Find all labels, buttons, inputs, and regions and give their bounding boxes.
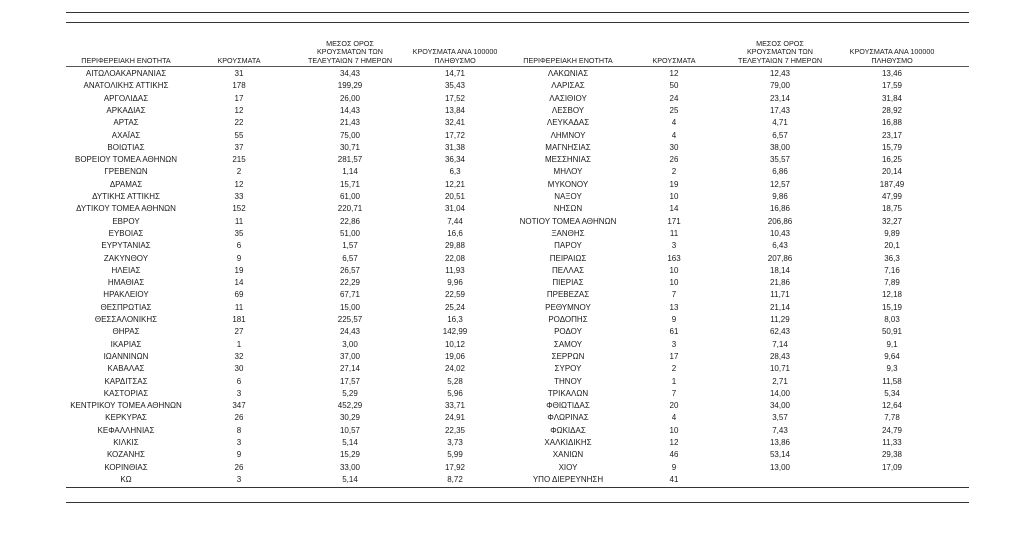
cell-avg7: 18,14 <box>769 265 791 275</box>
cell-cases: 17 <box>669 351 679 361</box>
cell-per100k: 22,08 <box>444 253 466 263</box>
cell-per100k: 12,21 <box>444 179 466 189</box>
cell-avg7: 24,43 <box>339 327 361 337</box>
header-per100k-line1: ΚΡΟΥΣΜΑΤΑ ΑΝΑ 100000 <box>412 47 498 57</box>
cell-cases: 215 <box>232 155 246 165</box>
cell-region: ΚΙΛΚΙΣ <box>113 438 139 447</box>
cell-region: ΑΡΓΟΛΙΔΑΣ <box>103 93 149 103</box>
cell-region: ΗΛΕΙΑΣ <box>111 265 141 275</box>
header-cases-label: ΚΡΟΥΣΜΑΤΑ <box>217 56 261 66</box>
cell-region: ΦΩΚΙΔΑΣ <box>550 425 586 435</box>
cell-avg7: 30,71 <box>339 142 361 152</box>
header-per100k-right <box>830 30 954 66</box>
cell-per100k: 17,09 <box>881 462 903 472</box>
cell-cases: 3 <box>236 474 242 484</box>
cell-per100k: 29,88 <box>444 241 466 251</box>
cell-region: ΝΟΤΙΟΥ ΤΟΜΕΑ ΑΘΗΝΩΝ <box>519 216 617 226</box>
cell-region: ΖΑΚΥΝΘΟΥ <box>103 253 149 263</box>
cell-region: ΑΝΑΤΟΛΙΚΗΣ ΑΤΤΙΚΗΣ <box>83 81 169 91</box>
header-per100k-line1: ΚΡΟΥΣΜΑΤΑ ΑΝΑ 100000 <box>849 47 935 57</box>
cell-avg7: 62,43 <box>769 327 791 337</box>
cell-per100k: 18,75 <box>881 204 903 214</box>
cell-avg7: 207,86 <box>767 253 793 263</box>
cell-avg7: 220,71 <box>337 204 363 214</box>
cell-per100k: 11,58 <box>882 376 902 386</box>
cell-cases: 7 <box>671 290 677 300</box>
cell-region: ΤΡΙΚΑΛΩΝ <box>547 388 589 398</box>
cell-per100k: 19,06 <box>444 351 466 361</box>
cell-avg7: 7,43 <box>772 425 788 435</box>
cell-cases: 3 <box>236 388 242 398</box>
cell-region: ΚΕΡΚΥΡΑΣ <box>105 413 147 423</box>
cell-per100k: 16,6 <box>447 228 463 238</box>
cell-per100k: 15,79 <box>881 142 903 152</box>
cell-cases: 41 <box>669 474 679 484</box>
cell-per100k: 12,18 <box>881 290 903 300</box>
cell-cases: 30 <box>234 364 244 374</box>
cell-avg7: 37,00 <box>339 351 361 361</box>
cell-avg7: 67,71 <box>339 290 361 300</box>
cell-per100k: 20,51 <box>444 192 466 201</box>
cell-region: ΡΟΔΟΠΗΣ <box>548 315 588 324</box>
top-rule-inner <box>66 22 969 23</box>
cell-region: ΚΕΦΑΛΛΗΝΙΑΣ <box>97 425 155 435</box>
cell-cases: 3 <box>236 438 242 447</box>
cell-cases: 50 <box>669 81 679 91</box>
cell-avg7: 34,43 <box>339 69 361 78</box>
cell-per100k: 5,28 <box>447 376 463 386</box>
cell-avg7: 17,43 <box>769 105 791 115</box>
cell-region: ΛΑΣΙΘΙΟΥ <box>549 93 587 103</box>
header-avg7-line1: ΜΕΣΟΣ ΟΡΟΣ <box>326 38 374 48</box>
cell-region: ΑΡΚΑΔΙΑΣ <box>106 105 146 115</box>
cell-per100k: 12,64 <box>881 401 903 411</box>
cell-region: ΑΧΑΪΑΣ <box>111 130 141 140</box>
cell-region: ΚΑΣΤΟΡΙΑΣ <box>103 388 149 398</box>
cell-cases: 17 <box>234 93 244 103</box>
header-cases-right <box>640 30 708 66</box>
cell-cases: 1 <box>236 339 242 349</box>
header-per100k-line2: ΠΛΗΘΥΣΜΟ <box>871 56 913 66</box>
cell-per100k: 22,35 <box>444 425 466 435</box>
cell-avg7: 16,86 <box>769 204 791 214</box>
cell-cases: 9 <box>236 253 242 263</box>
cell-cases: 35 <box>234 228 244 238</box>
cell-cases: 22 <box>234 118 244 128</box>
cell-cases: 4 <box>671 130 677 140</box>
cell-cases: 6 <box>236 376 242 386</box>
cell-per100k: 8,72 <box>447 474 463 484</box>
cell-per100k: 20,1 <box>884 241 900 251</box>
cell-avg7: 11,29 <box>770 315 790 324</box>
cell-region: ΑΡΤΑΣ <box>113 118 139 128</box>
cell-per100k: 3,73 <box>447 438 463 447</box>
cell-per100k: 6,3 <box>449 167 461 177</box>
cell-region: ΣΑΜΟΥ <box>553 339 583 349</box>
cell-per100k: 9,3 <box>886 364 898 374</box>
cell-region: ΣΥΡΟΥ <box>554 364 582 374</box>
cell-cases: 3 <box>671 339 677 349</box>
header-avg7-line2: ΚΡΟΥΣΜΑΤΩΝ ΤΩΝ <box>747 47 813 57</box>
cell-per100k: 13,46 <box>881 69 903 78</box>
cell-per100k: 17,92 <box>444 462 466 472</box>
cell-cases: 27 <box>234 327 244 337</box>
cell-avg7: 14,43 <box>339 105 361 115</box>
cell-avg7: 33,00 <box>339 462 361 472</box>
header-region-right <box>508 30 628 66</box>
header-avg7-right <box>720 30 840 66</box>
cell-avg7: 1,14 <box>342 167 358 177</box>
cell-per100k: 142,99 <box>442 327 468 337</box>
cell-region: ΔΥΤΙΚΗΣ ΑΤΤΙΚΗΣ <box>92 192 160 201</box>
cell-region: ΚΩ <box>120 474 132 484</box>
header-per100k-line2: ΠΛΗΘΥΣΜΟ <box>434 56 476 66</box>
header-region-left <box>66 30 186 66</box>
cell-region: ΚΟΡΙΝΘΙΑΣ <box>104 462 148 472</box>
cell-region: ΤΗΝΟΥ <box>554 376 582 386</box>
cell-region: ΘΗΡΑΣ <box>112 327 140 337</box>
cell-cases: 30 <box>669 142 679 152</box>
cell-avg7: 6,57 <box>342 253 358 263</box>
cell-region: ΠΡΕΒΕΖΑΣ <box>546 290 590 300</box>
cell-avg7: 5,14 <box>342 438 358 447</box>
cell-avg7: 53,14 <box>769 450 791 460</box>
cell-per100k: 17,59 <box>881 81 903 91</box>
cell-per100k: 9,89 <box>884 228 900 238</box>
cell-cases: 10 <box>669 425 679 435</box>
cell-avg7: 75,00 <box>339 130 361 140</box>
cell-cases: 12 <box>234 105 244 115</box>
cell-cases: 171 <box>667 216 681 226</box>
cell-per100k: 16,25 <box>881 155 903 165</box>
cell-region: ΜΑΓΝΗΣΙΑΣ <box>545 142 591 152</box>
cell-avg7: 12,57 <box>769 179 791 189</box>
cell-cases: 11 <box>234 216 244 226</box>
cell-avg7: 10,57 <box>339 425 361 435</box>
cell-per100k: 22,59 <box>444 290 466 300</box>
cell-cases: 12 <box>234 179 244 189</box>
cell-region: ΑΙΤΩΛΟΑΚΑΡΝΑΝΙΑΣ <box>85 69 167 78</box>
cell-avg7: 199,29 <box>337 81 363 91</box>
cell-avg7: 13,00 <box>769 462 791 472</box>
cell-region: ΦΛΩΡΙΝΑΣ <box>547 413 589 423</box>
cell-avg7: 15,29 <box>339 450 361 460</box>
cell-per100k: 36,34 <box>444 155 466 165</box>
cell-avg7: 11,71 <box>770 290 790 300</box>
cell-per100k: 35,43 <box>444 81 466 91</box>
cell-region: ΧΙΟΥ <box>558 462 578 472</box>
cell-avg7: 26,57 <box>339 265 361 275</box>
cell-cases: 2 <box>671 364 677 374</box>
cell-per100k: 50,91 <box>881 327 903 337</box>
cell-region: ΒΟΡΕΙΟΥ ΤΟΜΕΑ ΑΘΗΝΩΝ <box>74 155 178 165</box>
cell-avg7: 13,86 <box>769 438 791 447</box>
cell-cases: 24 <box>669 93 679 103</box>
cell-region: ΚΟΖΑΝΗΣ <box>106 450 146 460</box>
bottom-rule-inner <box>66 487 969 488</box>
cell-region: ΥΠΟ ΔΙΕΡΕΥΝΗΣΗ <box>532 474 604 484</box>
cell-cases: 11 <box>234 302 244 312</box>
cell-avg7: 225,57 <box>337 315 363 324</box>
cell-region: ΠΕΛΛΑΣ <box>551 265 585 275</box>
cell-avg7: 3,00 <box>342 339 358 349</box>
cell-per100k: 25,24 <box>444 302 466 312</box>
cell-cases: 20 <box>669 401 679 411</box>
cell-cases: 32 <box>234 351 244 361</box>
cell-avg7: 35,57 <box>769 155 791 165</box>
header-avg7-line3: ΤΕΛΕΥΤΑΙΩΝ 7 ΗΜΕΡΩΝ <box>737 56 823 66</box>
cell-per100k: 32,27 <box>881 216 903 226</box>
cell-avg7: 14,00 <box>769 388 791 398</box>
cell-region: ΗΡΑΚΛΕΙΟΥ <box>103 290 149 300</box>
cell-avg7: 2,71 <box>772 376 788 386</box>
cell-avg7: 22,29 <box>339 278 361 288</box>
cell-region: ΙΚΑΡΙΑΣ <box>110 339 142 349</box>
cell-cases: 33 <box>234 192 244 201</box>
cell-cases: 152 <box>232 204 246 214</box>
cell-per100k: 5,34 <box>884 388 900 398</box>
cell-per100k: 7,44 <box>447 216 463 226</box>
cell-cases: 4 <box>671 118 677 128</box>
cell-per100k: 11,93 <box>445 265 465 275</box>
cell-avg7: 17,57 <box>339 376 361 386</box>
cell-region: ΠΙΕΡΙΑΣ <box>552 278 584 288</box>
cell-per100k: 24,79 <box>881 425 903 435</box>
bottom-rule-outer <box>66 502 969 503</box>
header-avg7-line2: ΚΡΟΥΣΜΑΤΩΝ ΤΩΝ <box>317 47 383 57</box>
cell-per100k: 17,72 <box>444 130 466 140</box>
cell-cases: 2 <box>671 167 677 177</box>
cell-per100k: 11,33 <box>882 438 902 447</box>
cell-cases: 6 <box>236 241 242 251</box>
cell-per100k: 32,41 <box>444 118 466 128</box>
cell-avg7: 61,00 <box>339 192 361 201</box>
cell-cases: 3 <box>671 241 677 251</box>
cell-avg7: 7,14 <box>772 339 788 349</box>
cell-per100k: 16,88 <box>881 118 903 128</box>
cell-per100k: 9,96 <box>447 278 463 288</box>
cell-region: ΜΥΚΟΝΟΥ <box>547 179 589 189</box>
cell-cases: 347 <box>232 401 246 411</box>
cell-cases: 61 <box>669 327 679 337</box>
cell-per100k: 23,17 <box>881 130 903 140</box>
cell-per100k: 8,03 <box>884 315 900 324</box>
cell-per100k: 36,3 <box>884 253 900 263</box>
header-region-label: ΠΕΡΙΦΕΡΕΙΑΚΗ ΕΝΟΤΗΤΑ <box>81 56 171 66</box>
header-avg7-left <box>290 30 410 66</box>
cell-cases: 55 <box>234 130 244 140</box>
cell-per100k: 7,16 <box>884 265 900 275</box>
cell-per100k: 5,96 <box>447 388 463 398</box>
cell-per100k: 9,64 <box>884 351 900 361</box>
cell-cases: 26 <box>669 155 679 165</box>
cell-avg7: 38,00 <box>769 142 791 152</box>
cell-region: ΛΑΚΩΝΙΑΣ <box>547 69 589 78</box>
cell-per100k: 24,91 <box>444 413 466 423</box>
cell-avg7: 21,86 <box>769 278 791 288</box>
header-avg7-line3: ΤΕΛΕΥΤΑΙΩΝ 7 ΗΜΕΡΩΝ <box>307 56 393 66</box>
cell-per100k: 31,84 <box>881 93 903 103</box>
cell-region: ΧΑΝΙΩΝ <box>552 450 584 460</box>
cell-per100k: 31,38 <box>444 142 466 152</box>
cell-cases: 163 <box>667 253 681 263</box>
header-region-label: ΠΕΡΙΦΕΡΕΙΑΚΗ ΕΝΟΤΗΤΑ <box>523 56 613 66</box>
cell-region: ΜΗΛΟΥ <box>553 167 583 177</box>
cell-region: ΚΕΝΤΡΙΚΟΥ ΤΟΜΕΑ ΑΘΗΝΩΝ <box>70 401 182 411</box>
header-cases-label: ΚΡΟΥΣΜΑΤΑ <box>652 56 696 66</box>
cell-cases: 46 <box>669 450 679 460</box>
cell-avg7: 28,43 <box>769 351 791 361</box>
cell-per100k: 20,14 <box>881 167 903 177</box>
cell-cases: 7 <box>671 388 677 398</box>
cell-avg7: 79,00 <box>769 81 791 91</box>
cell-per100k: 14,71 <box>444 69 466 78</box>
cell-avg7: 3,57 <box>772 413 788 423</box>
cell-per100k: 28,92 <box>881 105 903 115</box>
cell-avg7: 452,29 <box>337 401 363 411</box>
cell-per100k: 33,71 <box>444 401 466 411</box>
cell-avg7: 6,43 <box>772 241 788 251</box>
cell-per100k: 15,19 <box>881 302 903 312</box>
cell-region: ΛΕΥΚΑΔΑΣ <box>546 118 590 128</box>
cell-per100k: 187,49 <box>879 179 905 189</box>
cell-region: ΕΥΡΥΤΑΝΙΑΣ <box>101 241 151 251</box>
cell-region: ΛΗΜΝΟΥ <box>550 130 586 140</box>
cell-cases: 26 <box>234 462 244 472</box>
cell-per100k: 13,84 <box>444 105 466 115</box>
cell-avg7: 5,14 <box>342 474 358 484</box>
cell-avg7: 21,14 <box>769 302 791 312</box>
cell-avg7: 12,43 <box>769 69 791 78</box>
cell-per100k: 24,02 <box>444 364 466 374</box>
cell-cases: 12 <box>669 69 679 78</box>
cell-cases: 10 <box>669 265 679 275</box>
cell-cases: 14 <box>669 204 679 214</box>
cell-region: ΗΜΑΘΙΑΣ <box>107 278 145 288</box>
cell-region: ΔΥΤΙΚΟΥ ΤΟΜΕΑ ΑΘΗΝΩΝ <box>76 204 176 214</box>
cell-avg7: 26,00 <box>339 93 361 103</box>
cell-avg7: 21,43 <box>339 118 361 128</box>
cell-avg7: 23,14 <box>769 93 791 103</box>
cell-region: ΣΕΡΡΩΝ <box>551 351 585 361</box>
cell-cases: 31 <box>234 69 244 78</box>
cell-avg7: 6,86 <box>772 167 788 177</box>
cell-avg7: 34,00 <box>769 401 791 411</box>
cell-avg7: 5,29 <box>342 388 358 398</box>
cell-per100k: 7,89 <box>884 278 900 288</box>
cell-cases: 12 <box>669 438 679 447</box>
cell-avg7: 6,57 <box>772 130 788 140</box>
cell-cases: 69 <box>234 290 244 300</box>
cell-cases: 25 <box>669 105 679 115</box>
cell-cases: 14 <box>234 278 244 288</box>
cell-region: ΠΑΡΟΥ <box>554 241 582 251</box>
cell-cases: 10 <box>669 192 679 201</box>
cell-region: ΛΕΣΒΟΥ <box>551 105 585 115</box>
header-cases-left <box>205 30 273 66</box>
cell-cases: 11 <box>669 228 679 238</box>
cell-region: ΘΕΣΣΑΛΟΝΙΚΗΣ <box>94 315 158 324</box>
cell-cases: 19 <box>234 265 244 275</box>
cell-per100k: 9,1 <box>886 339 898 349</box>
cell-cases: 13 <box>669 302 679 312</box>
cell-per100k: 29,38 <box>881 450 903 460</box>
cell-avg7: 30,29 <box>339 413 361 423</box>
header-avg7-line1: ΜΕΣΟΣ ΟΡΟΣ <box>756 38 804 48</box>
cell-avg7: 1,57 <box>342 241 358 251</box>
cell-avg7: 10,71 <box>769 364 791 374</box>
cell-cases: 8 <box>236 425 242 435</box>
cell-region: ΓΡΕΒΕΝΩΝ <box>104 167 148 177</box>
cell-avg7: 281,57 <box>337 155 363 165</box>
cell-per100k: 7,78 <box>884 413 900 423</box>
cell-region: ΙΩΑΝΝΙΝΩΝ <box>103 351 149 361</box>
cell-region: ΛΑΡΙΣΑΣ <box>551 81 585 91</box>
cell-avg7: 27,14 <box>339 364 361 374</box>
cell-region: ΠΕΙΡΑΙΩΣ <box>549 253 587 263</box>
cell-avg7: 9,86 <box>772 192 788 201</box>
cell-region: ΜΕΣΣΗΝΙΑΣ <box>545 155 591 165</box>
cell-cases: 26 <box>234 413 244 423</box>
cell-cases: 9 <box>236 450 242 460</box>
cell-per100k: 16,3 <box>447 315 463 324</box>
header-per100k-left <box>395 30 515 66</box>
cell-cases: 181 <box>232 315 246 324</box>
cell-region: ΕΒΡΟΥ <box>112 216 140 226</box>
cell-cases: 19 <box>669 179 679 189</box>
cell-region: ΡΕΘΥΜΝΟΥ <box>545 302 591 312</box>
cell-region: ΒΟΙΩΤΙΑΣ <box>107 142 145 152</box>
cell-avg7: 10,43 <box>769 228 791 238</box>
cell-per100k: 5,99 <box>447 450 463 460</box>
cell-avg7: 206,86 <box>767 216 793 226</box>
cell-per100k: 17,52 <box>444 93 466 103</box>
cell-cases: 2 <box>236 167 242 177</box>
top-rule-outer <box>66 12 969 13</box>
cell-cases: 4 <box>671 413 677 423</box>
cell-region: ΞΑΝΘΗΣ <box>551 228 585 238</box>
cell-region: ΚΑΡΔΙΤΣΑΣ <box>104 376 148 386</box>
cell-region: ΦΘΙΩΤΙΔΑΣ <box>546 401 590 411</box>
cell-region: ΝΗΣΩΝ <box>553 204 583 214</box>
cell-cases: 9 <box>671 462 677 472</box>
cell-avg7: 15,71 <box>339 179 361 189</box>
cell-per100k: 10,12 <box>444 339 466 349</box>
cell-region: ΔΡΑΜΑΣ <box>109 179 143 189</box>
cell-avg7: 15,00 <box>339 302 361 312</box>
cell-avg7: 22,86 <box>339 216 361 226</box>
cell-cases: 9 <box>671 315 677 324</box>
cell-region: ΧΑΛΚΙΔΙΚΗΣ <box>544 438 592 447</box>
cell-cases: 178 <box>232 81 246 91</box>
cell-region: ΡΟΔΟΥ <box>554 327 582 337</box>
cell-per100k: 47,99 <box>881 192 903 201</box>
cell-avg7: 4,71 <box>772 118 788 128</box>
cell-avg7: 51,00 <box>339 228 361 238</box>
cell-region: ΘΕΣΠΡΩΤΙΑΣ <box>100 302 152 312</box>
cell-cases: 10 <box>669 278 679 288</box>
header-rule <box>66 66 969 67</box>
cell-per100k: 31,04 <box>444 204 466 214</box>
cell-cases: 37 <box>234 142 244 152</box>
cell-region: ΕΥΒΟΙΑΣ <box>108 228 144 238</box>
cell-region: ΚΑΒΑΛΑΣ <box>107 364 145 374</box>
cell-cases: 1 <box>671 376 677 386</box>
cell-region: ΝΑΞΟΥ <box>554 192 582 201</box>
